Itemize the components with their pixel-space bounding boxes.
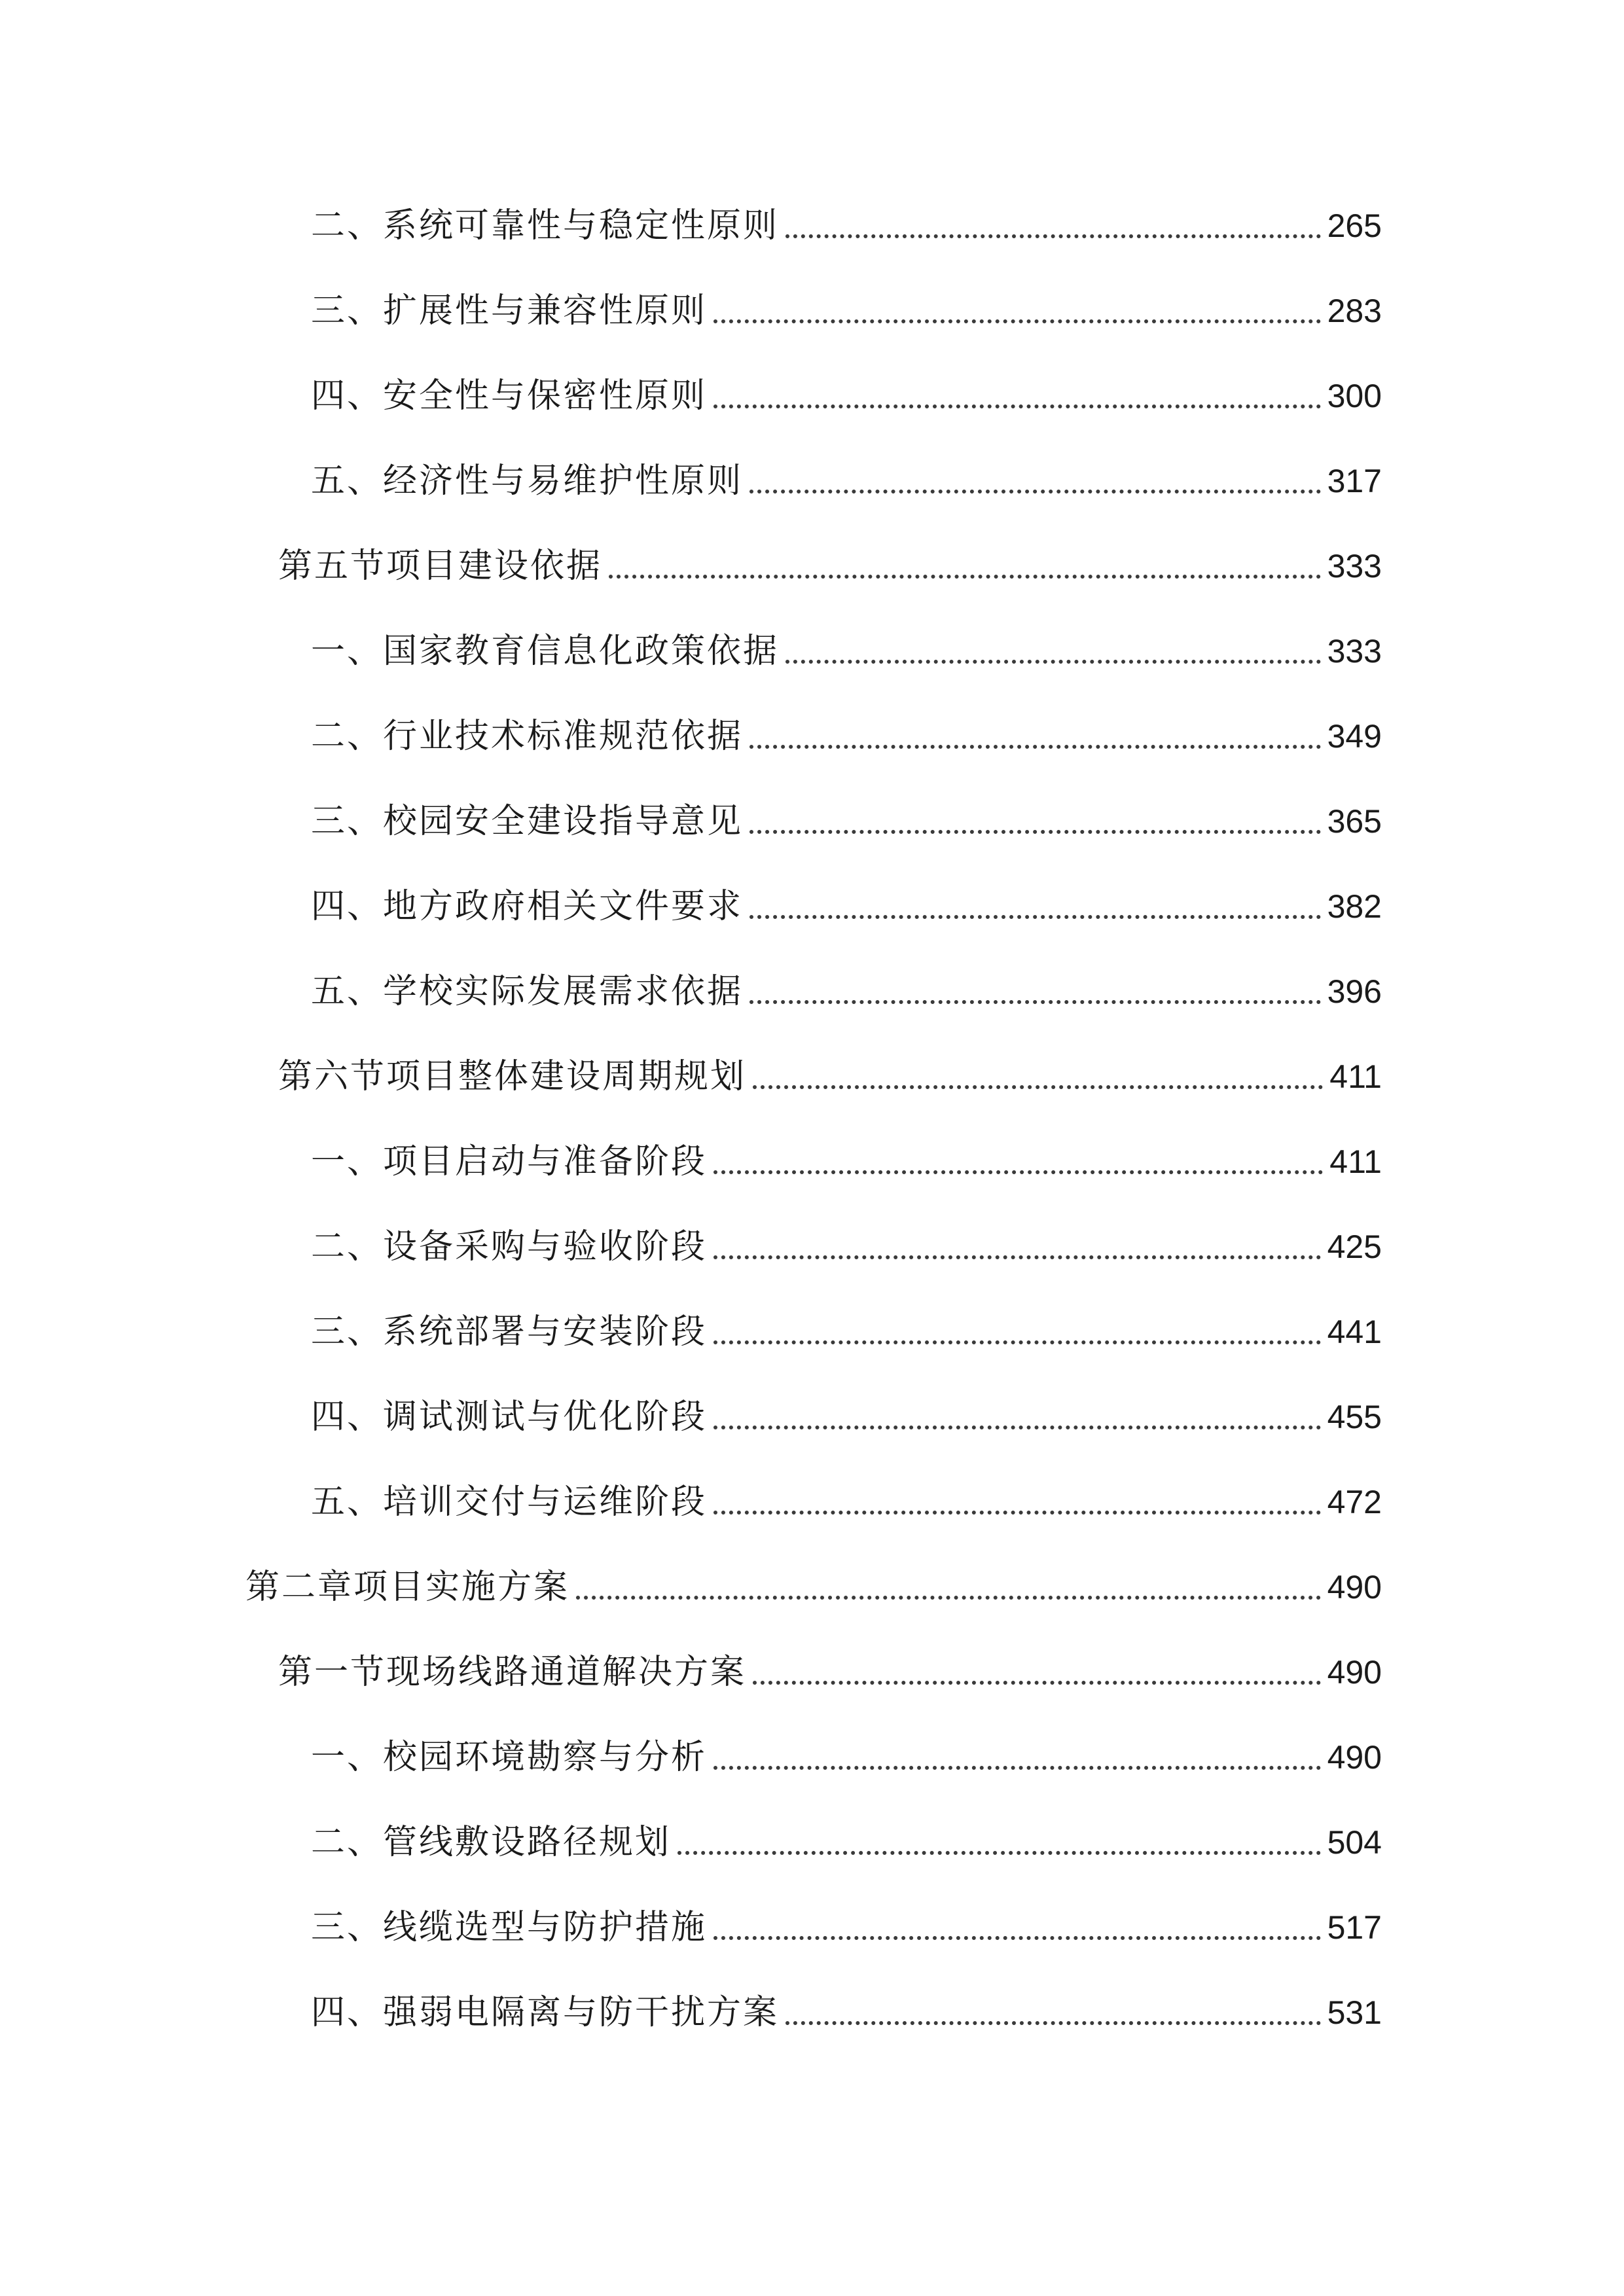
- toc-entry-page: 411: [1329, 1143, 1382, 1180]
- toc-entry-title: 二、行业技术标准规范依据: [311, 717, 744, 756]
- dot-leader: [677, 1851, 1321, 1855]
- toc-entry-page: 472: [1327, 1484, 1382, 1520]
- dot-leader: [749, 745, 1321, 749]
- dot-leader: [749, 1000, 1321, 1004]
- toc-entry[interactable]: [311, 1983, 1382, 2042]
- dot-leader: [785, 2021, 1321, 2025]
- toc-entry-section[interactable]: [278, 537, 1382, 596]
- toc-entry-page: 382: [1327, 888, 1382, 925]
- toc-entry-chapter[interactable]: [245, 1558, 1382, 1617]
- toc-entry[interactable]: [311, 367, 1382, 425]
- toc-entry-title: 二、系统可靠性与稳定性原则: [311, 206, 780, 245]
- toc-entry-title: 第一节现场线路通道解决方案: [278, 1653, 747, 1692]
- toc-entry-page: 283: [1327, 293, 1382, 329]
- toc-entry[interactable]: [311, 1728, 1382, 1787]
- dot-leader: [713, 404, 1321, 408]
- dot-leader: [713, 1340, 1321, 1344]
- dot-leader: [609, 575, 1321, 579]
- toc-entry[interactable]: [311, 792, 1382, 851]
- dot-leader: [713, 1511, 1321, 1515]
- toc-entry[interactable]: [311, 1473, 1382, 1532]
- toc-entry-page: 441: [1327, 1314, 1382, 1350]
- dot-leader: [785, 660, 1321, 664]
- toc-entry-page: 365: [1327, 803, 1382, 840]
- toc-entry-title: 一、项目启动与准备阶段: [311, 1142, 708, 1181]
- toc-entry-page: 531: [1327, 1994, 1382, 2031]
- toc-entry-title: 五、培训交付与运维阶段: [311, 1482, 708, 1522]
- dot-leader: [785, 234, 1321, 238]
- toc-entry-page: 517: [1327, 1909, 1382, 1946]
- toc-entry[interactable]: [311, 1388, 1382, 1446]
- toc-entry[interactable]: [311, 1898, 1382, 1957]
- dot-leader: [713, 1426, 1321, 1429]
- toc-entry-title: 五、学校实际发展需求依据: [311, 972, 744, 1011]
- toc-entry-section[interactable]: [278, 1047, 1382, 1106]
- toc-entry-page: 317: [1327, 463, 1382, 499]
- dot-leader: [749, 830, 1321, 834]
- toc-entry[interactable]: [311, 1132, 1382, 1191]
- toc-entry-page: 490: [1327, 1654, 1382, 1691]
- toc-entry-title: 二、管线敷设路径规划: [311, 1823, 672, 1862]
- toc-entry-title: 一、校园环境勘察与分析: [311, 1738, 708, 1777]
- toc-entry-page: 349: [1327, 718, 1382, 755]
- toc-entry-title: 三、扩展性与兼容性原则: [311, 291, 708, 331]
- toc-entry-title: 第五节项目建设依据: [278, 547, 603, 586]
- toc-entry[interactable]: [311, 707, 1382, 766]
- toc-entry[interactable]: [311, 622, 1382, 681]
- toc-entry-title: 三、校园安全建设指导意见: [311, 802, 744, 841]
- dot-leader: [753, 1681, 1321, 1685]
- dot-leader: [749, 915, 1321, 919]
- toc-entry-page: 425: [1327, 1229, 1382, 1265]
- toc-entry-page: 333: [1327, 633, 1382, 670]
- toc-entry[interactable]: [311, 1217, 1382, 1276]
- toc-entry-title: 第二章项目实施方案: [245, 1568, 570, 1607]
- toc-entry[interactable]: [311, 1302, 1382, 1361]
- toc-entry[interactable]: [311, 962, 1382, 1021]
- dot-leader: [713, 319, 1321, 323]
- toc-entry-title: 一、国家教育信息化政策依据: [311, 632, 780, 671]
- toc-entry-title: 第六节项目整体建设周期规划: [278, 1057, 747, 1096]
- toc-entry-title: 二、设备采购与验收阶段: [311, 1227, 708, 1266]
- toc-entry[interactable]: [311, 877, 1382, 936]
- toc-entry-page: 396: [1327, 973, 1382, 1010]
- toc-entry-title: 五、经济性与易维护性原则: [311, 461, 744, 501]
- toc-entry[interactable]: [311, 1813, 1382, 1872]
- toc-entry-page: 490: [1327, 1569, 1382, 1605]
- toc-entry-title: 四、调试测试与优化阶段: [311, 1397, 708, 1437]
- toc-entry-title: 四、强弱电隔离与防干扰方案: [311, 1993, 780, 2032]
- toc-entry-section[interactable]: [278, 1643, 1382, 1702]
- toc-entry-page: 333: [1327, 548, 1382, 584]
- toc-entry-title: 四、地方政府相关文件要求: [311, 887, 744, 926]
- dot-leader: [753, 1085, 1323, 1089]
- toc-entry[interactable]: [311, 281, 1382, 340]
- dot-leader: [713, 1766, 1321, 1770]
- toc-entry-title: 三、线缆选型与防护措施: [311, 1908, 708, 1947]
- dot-leader: [713, 1936, 1321, 1940]
- dot-leader: [576, 1596, 1321, 1600]
- toc-entry-page: 411: [1329, 1058, 1382, 1095]
- toc-entry[interactable]: [311, 196, 1382, 255]
- toc-entry[interactable]: [311, 452, 1382, 511]
- dot-leader: [713, 1255, 1321, 1259]
- toc-entry-page: 504: [1327, 1824, 1382, 1861]
- dot-leader: [749, 490, 1321, 493]
- toc-entry-page: 300: [1327, 378, 1382, 414]
- toc-entry-page: 265: [1327, 207, 1382, 244]
- toc-entry-title: 四、安全性与保密性原则: [311, 376, 708, 416]
- toc-entry-title: 三、系统部署与安装阶段: [311, 1312, 708, 1352]
- dot-leader: [713, 1170, 1323, 1174]
- toc-entry-page: 490: [1327, 1739, 1382, 1776]
- toc-entry-page: 455: [1327, 1399, 1382, 1435]
